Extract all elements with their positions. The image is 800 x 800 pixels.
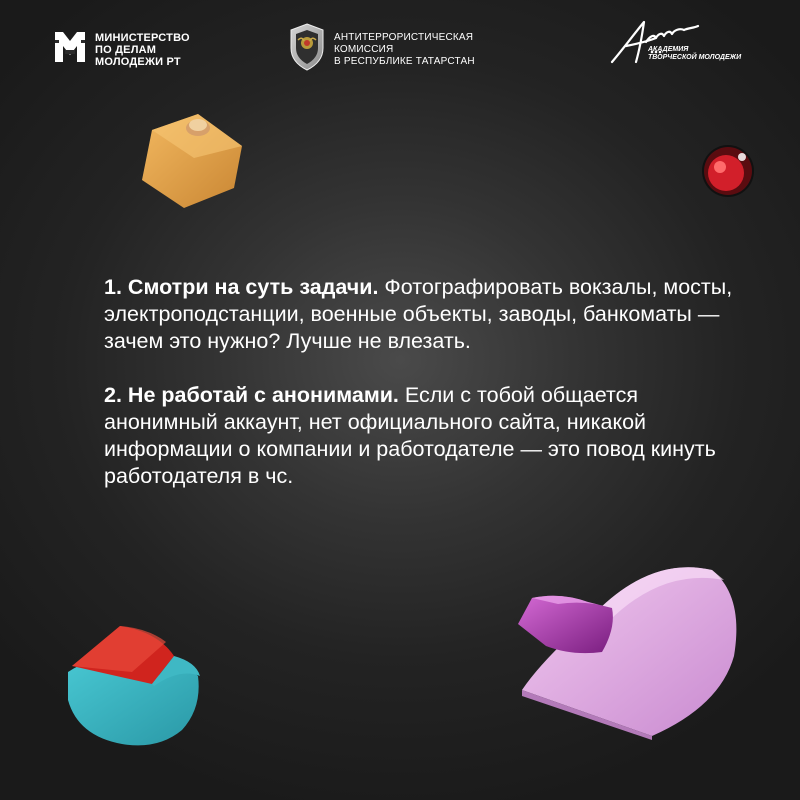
ministry-name [95, 32, 190, 68]
nak-line-3: В РЕСПУБЛИКЕ ТАТАРСТАН [334, 55, 475, 67]
academy-line-2: ТВОРЧЕСКОЙ МОЛОДЕЖИ [648, 54, 742, 61]
tip-1-text: Фотографировать вокзалы, мосты, электроподстанции, военные объекты, заводы, банкоматы — зачем это нужно? Лучше не влезать. [104, 275, 733, 353]
nak-line-2: КОМИССИЯ [334, 43, 394, 55]
nak-line-1: АНТИТЕРРОРИСТИЧЕСКАЯ [334, 31, 474, 43]
orange-hexagon-shape [138, 108, 248, 212]
red-ball-shape [698, 143, 758, 199]
tip-1 [104, 274, 744, 355]
tips-content [104, 274, 744, 490]
ministry-logo [53, 30, 190, 69]
nak-logo [288, 22, 475, 77]
tip-1-number: 1. [104, 275, 122, 299]
ministry-line-2: ПО ДЕЛАМ [95, 43, 157, 56]
ministry-line-3: МОЛОДЕЖИ РТ [95, 55, 181, 68]
academy-caption [648, 46, 741, 62]
pink-half-disc-shape [512, 556, 744, 742]
tip-2-number: 2. [104, 383, 122, 407]
tip-2 [104, 382, 744, 490]
nak-name [334, 32, 475, 68]
tip-2-text: Если с тобой общается анонимный аккаунт, нет официального сайта, никакой информации о компании и работодателе — это повод кинуть работодателя в чс. [104, 383, 716, 488]
eagle-shield-icon [288, 22, 326, 77]
tip-2-title: Не работай с анонимами. [127, 383, 399, 407]
teal-pie-shape [62, 612, 204, 748]
academy-line-1: АКАДЕМИЯ [648, 46, 689, 53]
tip-1-title: Смотри на суть задачи. [127, 275, 379, 299]
ministry-line-1: МИНИСТЕРСТВО [95, 31, 190, 44]
ministry-m-icon [53, 30, 87, 69]
